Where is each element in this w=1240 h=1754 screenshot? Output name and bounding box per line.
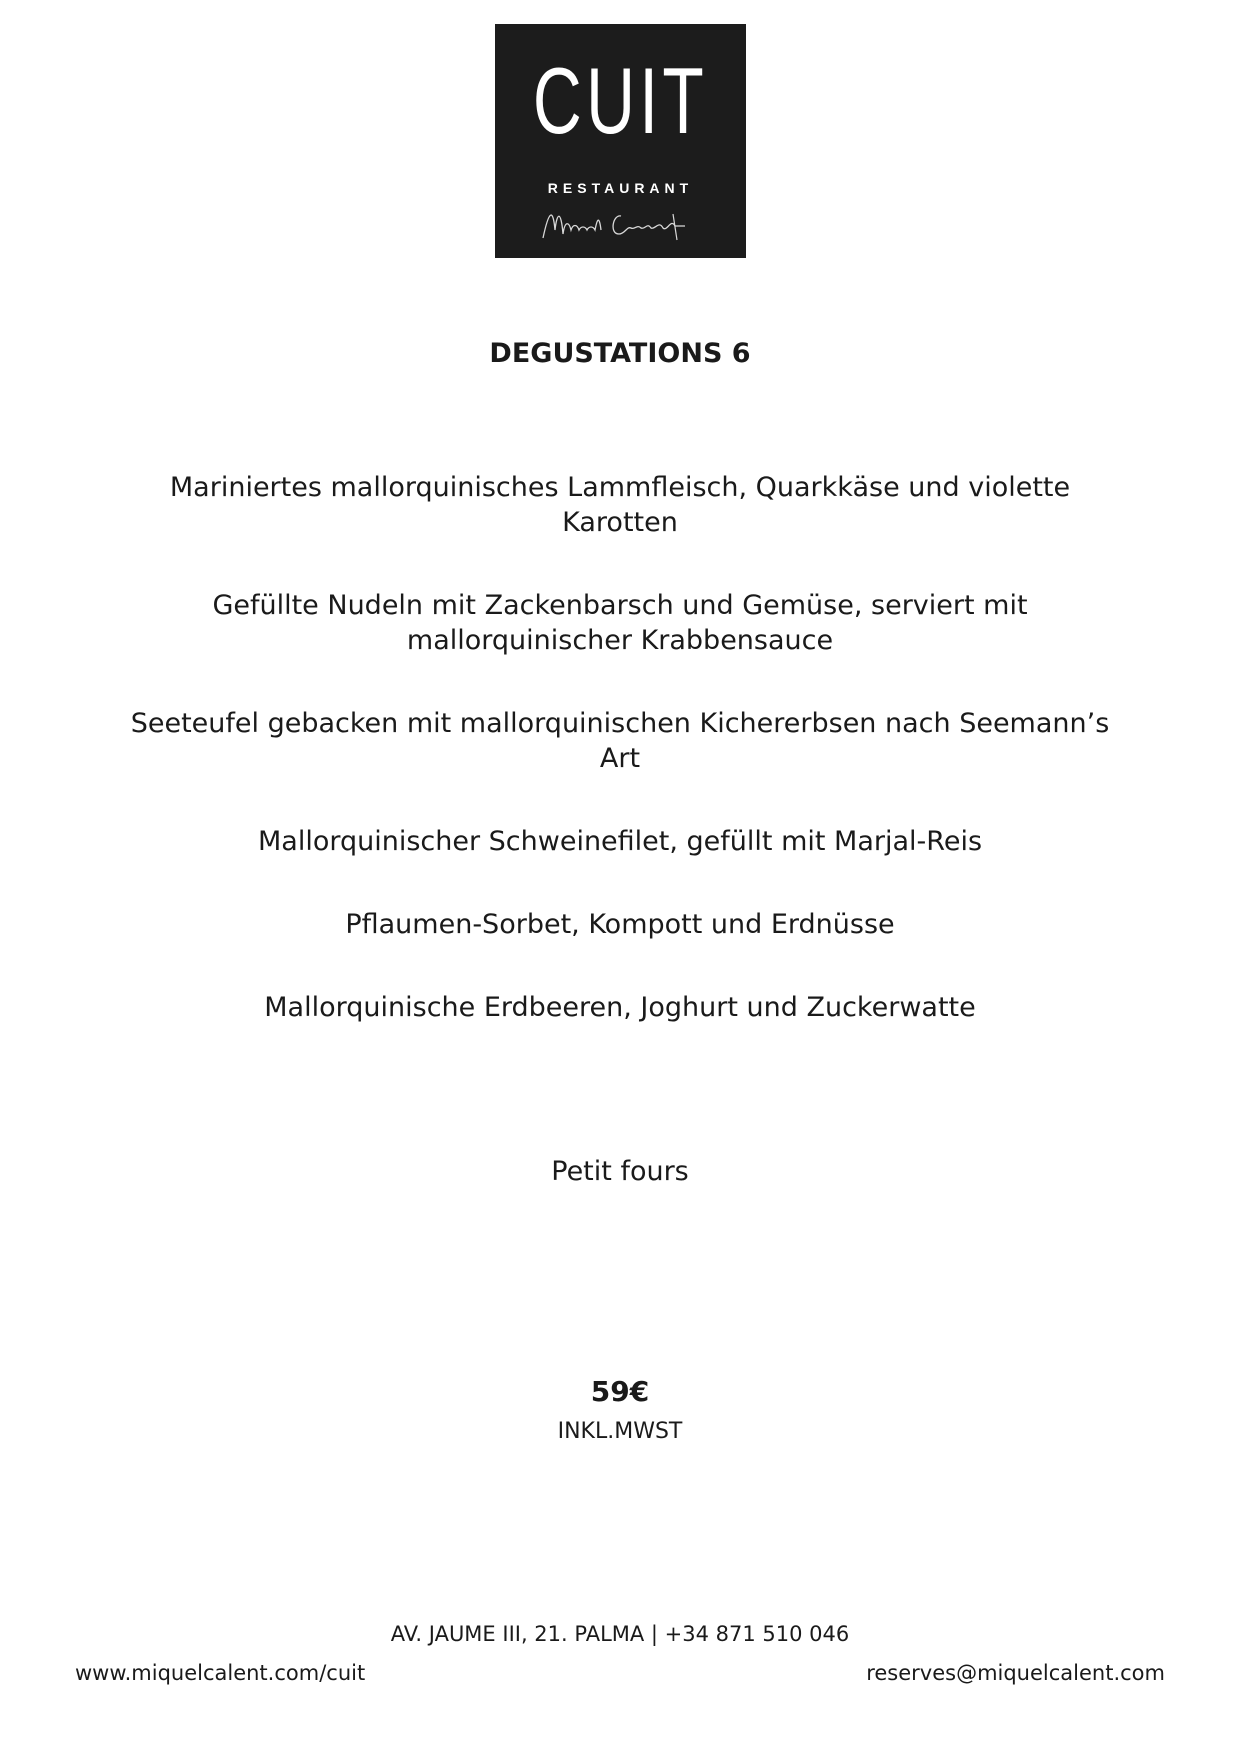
course-item: Mariniertes mallorquinisches Lammfleisch, Quarkkäse und violette Karotten [169,472,1071,538]
course-item: Pflaumen-Sorbet, Kompott und Erdnüsse [345,909,895,940]
logo-wordmark: CUIT [532,48,709,153]
footer-email: reserves@miquelcalent.com [866,1661,1165,1685]
course-item: Seeteufel gebacken mit mallorquinischen Kichererbsen nach Seemann’s Art [130,708,1110,774]
course-list [110,470,1130,1073]
menu-title: DEGUSTATIONS 6 [489,338,751,369]
footer-website: www.miquelcalent.com/cuit [75,1661,366,1685]
petit-fours-item: Petit fours [551,1156,689,1187]
logo-subtitle: RESTAURANT [547,180,694,196]
course-item: Mallorquinischer Schweinefilet, gefüllt mit Marjal-Reis [257,826,983,857]
tax-note: INKL.MWST [557,1419,683,1444]
course-item: Mallorquinische Erdbeeren, Joghurt und Zuckerwatte [264,992,976,1023]
logo-signature [535,200,705,250]
course-item: Gefüllte Nudeln mit Zackenbarsch und Gemüse, serviert mit mallorquinischer Krabbensauce [212,590,1028,656]
menu-price: 59€ [590,1375,650,1408]
restaurant-logo [495,24,746,258]
footer-address: AV. JAUME III, 21. PALMA | +34 871 510 046 [390,1622,850,1646]
